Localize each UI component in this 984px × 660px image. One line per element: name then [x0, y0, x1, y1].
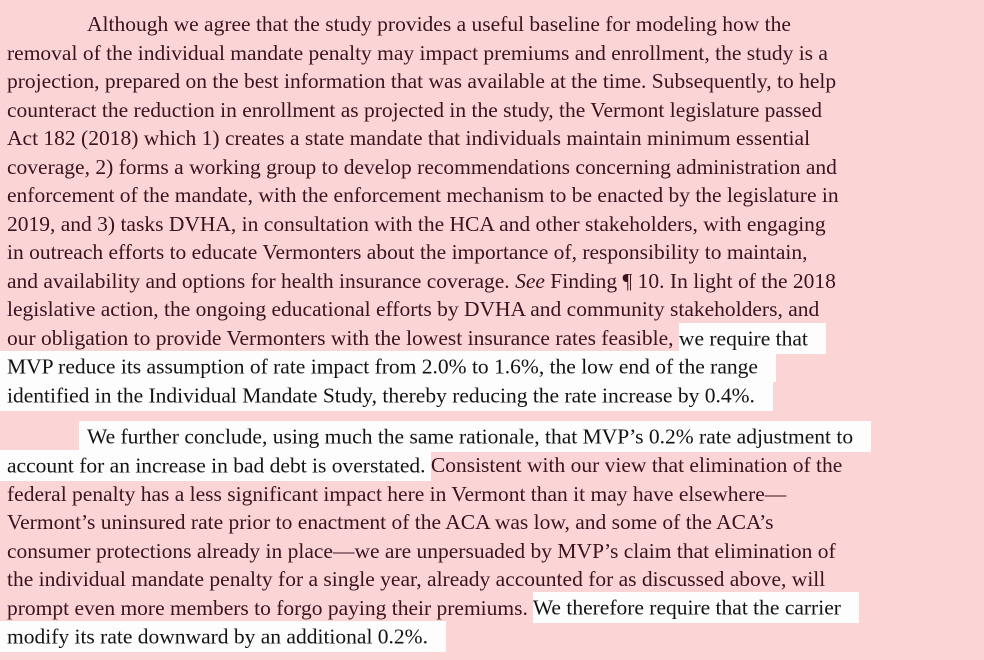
body-text: prompt even more members to forgo paying their premiums. [7, 595, 533, 620]
paragraph-p1 [7, 10, 980, 410]
text-line [7, 622, 980, 651]
body-text: Finding ¶ 10. In light of the 2018 [544, 268, 836, 293]
body-text: the individual mandate penalty for a single year, already accounted for as discussed above, will [7, 567, 826, 592]
body-text: consumer protections already in place—we are unpersuaded by MVP’s claim that elimination of [7, 538, 836, 563]
highlighted-text: identified in the Individual Mandate Study, thereby reducing the rate increase by 0.4%. [0, 380, 773, 411]
body-text: legislative action, the ongoing educational efforts by DVHA and community stakeholders, and [7, 297, 820, 322]
text-line [7, 537, 980, 566]
text-line [7, 324, 980, 353]
text-line [7, 353, 980, 382]
body-text: 2019, and 3) tasks DVHA, in consultation with the HCA and other stakeholders, with engaging [7, 211, 826, 236]
body-text: coverage, 2) forms a working group to develop recommendations concerning administration and [7, 154, 837, 179]
text-line [7, 480, 980, 509]
text-line [7, 381, 980, 410]
highlighted-text: account for an increase in bad debt is overstated. [0, 450, 431, 481]
text-line [7, 181, 980, 210]
body-text: federal penalty has a less significant impact here in Vermont than it may have elsewhere— [7, 481, 787, 506]
highlighted-text: We further conclude, using much the same rationale, that MVP’s 0.2% rate adjustment to [79, 421, 871, 452]
body-text: enforcement of the mandate, with the enforcement mechanism to be enacted by the legislature in [7, 183, 839, 208]
text-line [7, 267, 980, 296]
body-text: Vermont’s uninsured rate prior to enactment of the ACA was low, and some of the ACA’s [7, 510, 774, 535]
body-text: removal of the individual mandate penalty may impact premiums and enrollment, the study is a [7, 40, 828, 65]
highlighted-text: We therefore require that the carrier [533, 592, 859, 623]
text-line [7, 124, 980, 153]
text-line [7, 451, 980, 480]
highlighted-text: modify its rate downward by an additional 0.2%. [0, 621, 446, 652]
text-line [7, 39, 980, 68]
text-line [7, 210, 980, 239]
text-line [7, 238, 980, 267]
text-line [7, 295, 980, 324]
body-text: Although we agree that the study provides a useful baseline for modeling how the [87, 12, 791, 36]
text-line [7, 423, 980, 452]
highlighted-text: MVP reduce its assumption of rate impact from 2.0% to 1.6%, the low end of the range [0, 351, 776, 382]
paragraph-p2 [7, 423, 980, 651]
text-line [7, 565, 980, 594]
text-line [7, 594, 980, 623]
body-text: projection, prepared on the best information that was available at the time. Subsequently, to help [7, 69, 837, 94]
body-text: counteract the reduction in enrollment as projected in the study, the Vermont legislature passed [7, 97, 822, 122]
body-text: See [515, 268, 545, 293]
text-line [7, 508, 980, 537]
text-line [7, 67, 980, 96]
body-text: Consistent with our view that elimination of the [430, 453, 843, 478]
body-text: Act 182 (2018) which 1) creates a state mandate that individuals maintain minimum essential [7, 126, 811, 151]
body-text: in outreach efforts to educate Vermonters about the importance of, responsibility to maintain, [7, 240, 808, 265]
body-text: our obligation to provide Vermonters with the lowest insurance rates feasible, [7, 326, 679, 351]
text-line [7, 153, 980, 182]
text-line [7, 96, 980, 125]
text-line [7, 10, 980, 39]
body-text: and availability and options for health insurance coverage. [7, 268, 516, 293]
highlighted-text: we require that [679, 323, 826, 354]
